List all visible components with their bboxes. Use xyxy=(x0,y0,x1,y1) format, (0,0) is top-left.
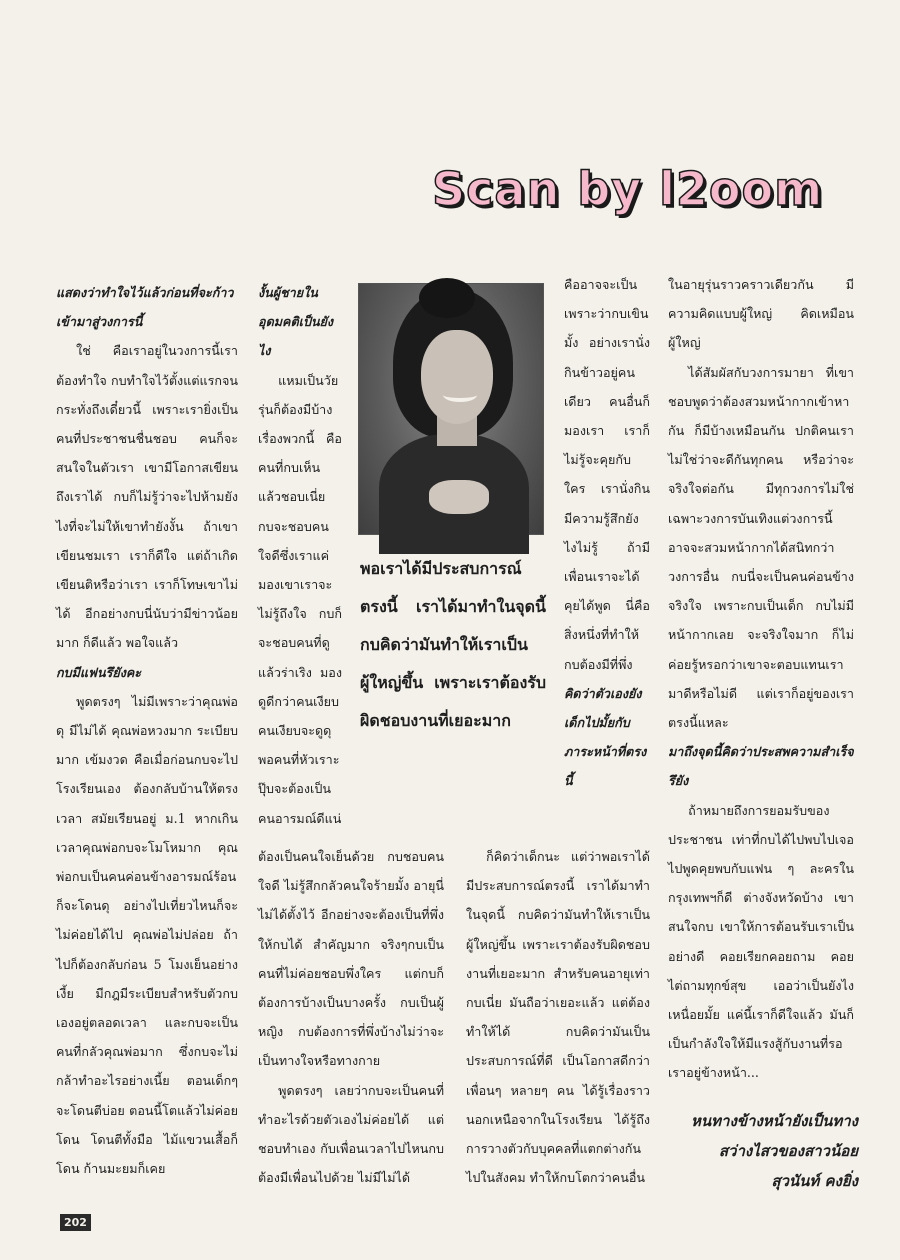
answer-paragraph: ก็คิดว่าเด็กนะ แต่ว่าพอเราได้มีประสบการณ์ตรงนี้ เราได้มาทำในจุดนี้ กบคิดว่ามันทำให้เราเป็นผู้ใหญ่ขึ้น เพราะเราต้องรับผิดชอบงานที่เยอะมาก สำหรับคนอายุเท่ากบเนี่ย มันถือว่าเยอะแล้ว แต่ต้องทำให้ได้ กบคิดว่ามันเป็นประสบการณ์ที่ดี เป็นโอกาสดีกว่าเพื่อนๆ หลายๆ คน ได้รู้เรื่องราวนอกเหนือจากในโรงเรียน ได้รู้ถึงการวางตัวกับบุคคลที่แตกต่างกันไปในสังคม ทำให้กบโตกว่าคนอื่น xyxy=(466,849,650,1186)
caption-name: สุวนันท์ คงยิ่ง xyxy=(771,1172,858,1190)
article-column-1 xyxy=(56,278,238,1218)
answer-paragraph: ในอายุรุ่นราวคราวเดียวกัน มีความคิดแบบผู้ใหญ่ คิดเหมือนผู้ใหญ่ xyxy=(668,277,854,351)
article-column-3-top xyxy=(564,270,650,838)
answer-paragraph: คืออาจจะเป็นเพราะว่ากบเขินมั้ง อย่างเรานั่งกินข้าวอยู่คนเดียว คนอื่นก็มองเรา เราก็ไม่รู้จะคุยกับใคร เรานั่งกิน มีความรู้สึกยังไงไม่รู้ ถ้ามีเพื่อนเราจะได้คุยได้พูด นี่คือสิ่งหนึ่งที่ทำให้กบต้องมีที่พึ่ง xyxy=(564,277,650,672)
pull-quote: พอเราได้มีประสบการณ์ตรงนี้ เราได้มาทำในจุดนี้ กบคิดว่ามันทำให้เราเป็นผู้ใหญ่ขึ้น เพราะเราต้องรับผิดชอบงานที่เยอะมาก xyxy=(360,559,546,730)
article-column-3-bottom xyxy=(466,842,650,1222)
answer-paragraph: ใช่ คือเราอยู่ในวงการนี้เราต้องทำใจ กบทำใจไว้ตั้งแต่แรกจนกระทั่งถึงเดี๋ยวนี้ เพราะเรายิ่งเป็นคนที่ประชาชนชื่นชอบ คนก็จะสนใจในตัวเรา เขามีโอกาสเขียนถึงเราได้ กบก็ไม่รู้ว่าจะไปห้ามยังไงที่จะไม่ให้เขาทำยังงั้น ถ้าเขาเขียนชมเรา เราก็ดีใจ แต่ถ้าเกิดเขียนติหรือว่าเรา เราก็โทษเขาไม่ได้ อีกอย่างกบนี่นับว่ามีข่าวน้อยมาก ก็ดีแล้ว พอใจแล้ว xyxy=(56,343,238,651)
question-heading: งั้นผู้ชายในอุดมคติเป็นยังไง xyxy=(258,285,334,359)
caption-line: หนทางข้างหน้ายังเป็นทางสว่างไสวของสาวน้อย xyxy=(691,1112,858,1160)
scan-watermark: Scan by l2oom xyxy=(432,162,824,216)
article-column-4 xyxy=(668,270,854,1081)
article-column-2-bottom xyxy=(258,842,444,1222)
answer-paragraph: พูดตรงๆ ไม่มีเพราะว่าคุณพ่อดุ มีไม่ได้ คุณพ่อหวงมาก ระเบียบมาก เข้มงวด คือเมื่อก่อนกบจะไปโรงเรียนเอง ต้องกลับบ้านให้ตรงเวลา สมัยเรียนอยู่ ม.1 หากเกินเวลาคุณพ่อกบจะโมโหมาก คุณพ่อกบเป็นคนค่อนข้างอารมณ์ร้อน ก็จะโดนดุ อย่างไปเที่ยวไหนก็จะไม่ค่อยได้ไป คุณพ่อไม่ปล่อย ถ้าไปก็ต้องกลับก่อน 5 โมงเย็นอย่างเงี้ย มีกฎมีระเบียบสำหรับตัวกบเองอยู่ตลอดเวลา และกบจะเป็นคนที่กลัวคุณพ่อมาก ซึ่งกบจะไม่กล้าทำอะไรอย่างเนี้ย ตอนเด็กๆ จะโดนตีบ่อย ตอนนี้โตแล้วไม่ค่อยโดน โดนตีทั้งมือ ไม้แขวนเสื้อก็โดน ก้านมะยมก็เคย xyxy=(56,693,238,1177)
portrait-photo xyxy=(358,283,544,535)
answer-paragraph: แหมเป็นวัยรุ่นก็ต้องมีบ้างเรื่องพวกนี้ คือคนที่กบเห็นแล้วชอบเนี่ย กบจะชอบคนใจดีซึ่งเราแค่มองเขาเราจะไม่รู้ถึงใจ กบก็จะชอบคนที่ดูแล้วร่าเริง มองดูดีกว่าคนเงียบ คนเงียบจะดูดุ พอคนที่หัวเราะปุ๊บจะต้องเป็นคนอารมณ์ดีแน่ xyxy=(258,372,342,826)
answer-paragraph: ได้สัมผัสกับวงการมายา ที่เขาชอบพูดว่าต้องสวมหน้ากากเข้าหากัน ก็มีบ้างเหมือนกัน ปกติคนเราไม่ใช่ว่าจะดีกันทุกคน หรือว่าจะจริงใจต่อกัน มีทุกวงการไม่ใช่เฉพาะวงการบันเทิงแต่วงการนี้อาจจะสวมหน้ากากได้สนิทกว่าวงการอื่น กบนี่จะเป็นคนค่อนข้างจริงใจ เพราะกบเป็นเด็ก กบไม่มีหน้ากากเลย จะจริงใจมาก ก็ไม่ค่อยรู้หรอกว่าเขาจะตอบแทนเรามาดีหรือไม่ดี แต่เราก็อยู่ของเราตรงนี้แหละ xyxy=(668,364,854,731)
answer-paragraph: พูดตรงๆ เลยว่ากบจะเป็นคนที่ทำอะไรด้วยตัวเองไม่ค่อยได้ แต่ชอบทำเอง กับเพื่อนเวลาไปไหนกบต้องมีเพื่อนไปด้วย ไม่มีไม่ได้ xyxy=(258,1082,444,1186)
answer-paragraph: ต้องเป็นคนใจเย็นด้วย กบชอบคนใจดี ไม่รู้สึกกลัวคนใจร้ายมั้ง อายุนี่ไม่ได้ตั้งไว้ อีกอย่างจะต้องเป็นที่พึ่งให้กบได้ สำคัญมาก จริงๆกบเป็นคนที่ไม่ค่อยชอบพึ่งใคร แต่กบก็ต้องการบ้างเป็นบางครั้ง กบเป็นผู้หญิง กบต้องการที่พึ่งบ้างไม่ว่าจะเป็นทางใจหรือทางกาย xyxy=(258,849,444,1069)
question-heading: กบมีแฟนรึยังคะ xyxy=(56,664,142,680)
question-heading: คิดว่าตัวเองยังเด็กไปมั้ยกับภาระหน้าที่ตรงนี้ xyxy=(564,685,647,789)
question-heading: แสดงว่าทำใจไว้แล้วก่อนที่จะก้าวเข้ามาสู่วงการนี้ xyxy=(56,285,234,330)
answer-paragraph: ถ้าหมายถึงการยอมรับของประชาชน เท่าที่กบได้ไปพบไปเจอ ไปพูดคุยพบกับแฟน ๆ ละครในกรุงเทพฯก็ดี ต่างจังหวัดบ้าง เขาสนใจกบ เขาให้การต้อนรับเราเป็นอย่างดี คอยเรียกคอยถาม คอยไต่ถามทุกข์สุข เออว่าเป็นยังไงเหนื่อยมั้ย แค่นี้เราก็ดีใจแล้ว มันก็เป็นกำลังใจให้มีแรงสู้กับงานที่รอเราอยู่ข้างหน้า... xyxy=(668,802,854,1081)
question-heading: มาถึงจุดนี้คิดว่าประสพความสำเร็จรึยัง xyxy=(668,744,854,789)
article-column-2-top xyxy=(258,278,342,842)
page-number: 202 xyxy=(60,1214,91,1231)
photo-caption xyxy=(676,1106,858,1196)
